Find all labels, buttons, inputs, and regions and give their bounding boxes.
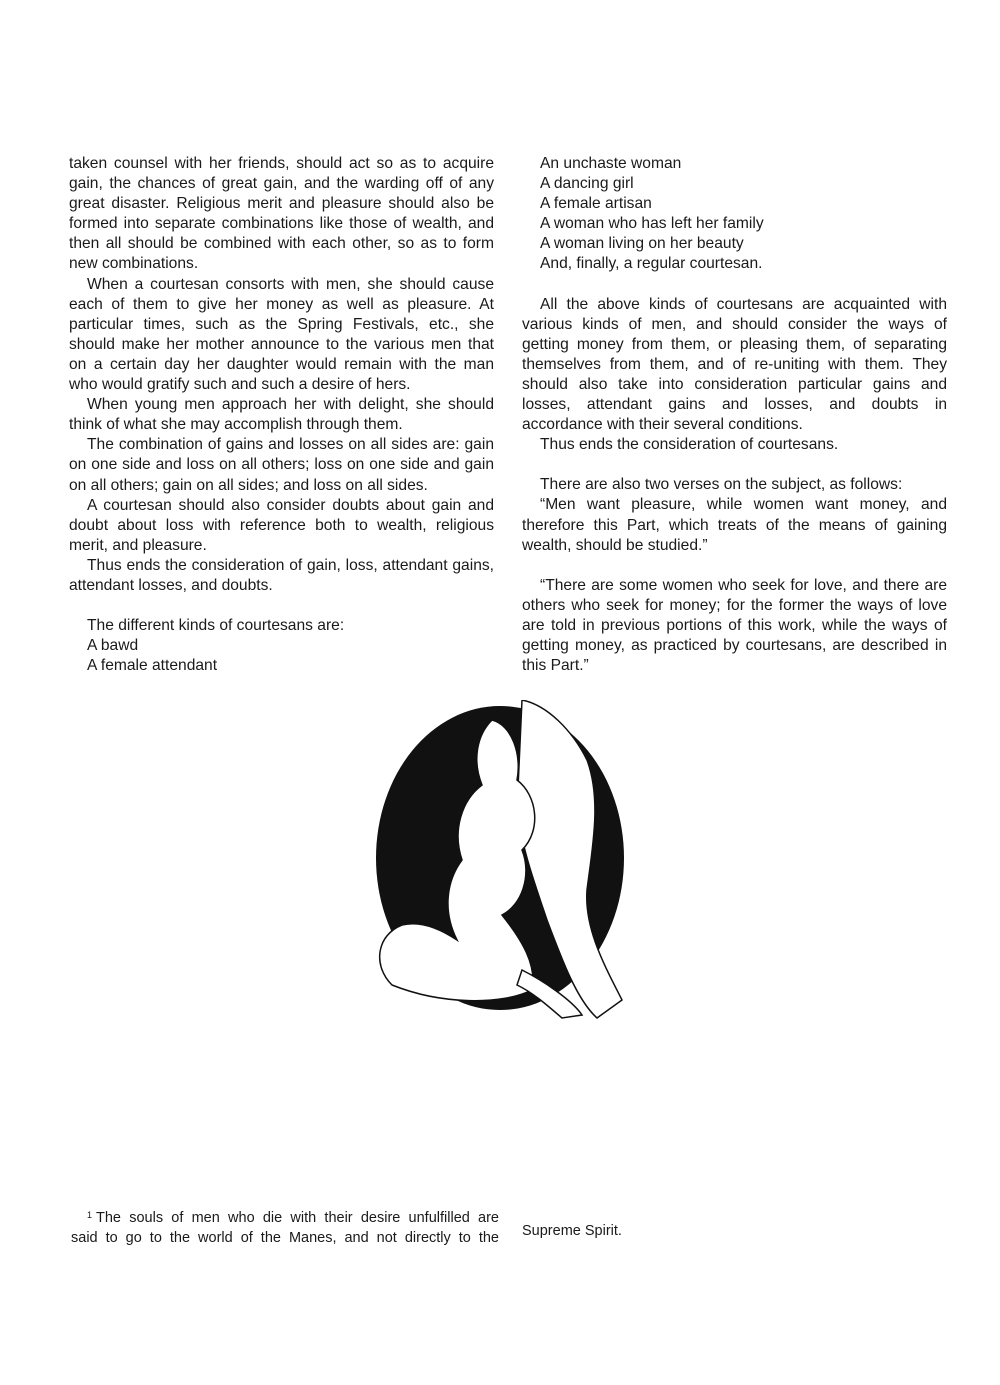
paragraph: When young men approach her with delight, she should think of what she may accomplish through them. xyxy=(69,396,494,434)
footnote-line xyxy=(71,1205,499,1228)
footnote-marker: 1 xyxy=(87,1210,93,1220)
spacer xyxy=(522,275,947,295)
list-item: A female artisan xyxy=(540,195,652,213)
footnote-continuation: Supreme Spirit. xyxy=(522,1223,622,1239)
paragraph: When a courtesan consorts with men, she should cause each of them to give her money as well as pleasure. At particular times, such as the Spring Festivals, etc., she should make her mother announce to the various men that on a certain day her daughter would remain with the man who would gratify such and such a desire of hers. xyxy=(69,275,494,394)
illustration-graphic xyxy=(372,700,627,1020)
illustration xyxy=(372,700,627,1020)
paragraph: A courtesan should also consider doubts about gain and doubt about loss with reference both to wealth, religious merit, and pleasure. xyxy=(69,496,494,554)
list-item: An unchaste woman xyxy=(540,155,682,172)
paragraph: The combination of gains and losses on all sides are: gain on one side and loss on all others; loss on one side and gain on all others; gain on all sides; and loss on all sides. xyxy=(69,436,494,494)
spacer xyxy=(69,596,494,616)
list-item: A woman living on her beauty xyxy=(540,235,744,253)
spacer xyxy=(522,455,947,475)
list-item: A dancing girl xyxy=(540,175,634,193)
paragraph: “There are some women who seek for love, and there are others who seek for money; for the former the ways of love are told in previous portions of this work, while the ways of getting money, as practiced by courtesans, are described in this Part.” xyxy=(522,576,947,675)
spacer xyxy=(522,556,947,576)
footnote-line: said to go to the world of the Manes, and not directly to the xyxy=(71,1230,499,1246)
paragraph: All the above kinds of courtesans are acquainted with various kinds of men, and should consider the ways of getting money from them, or pleasing them, of separating themselves from them, and of re-uniting with them. They should also take into consideration particular gains and losses, attendant gains and losses, and doubts in accordance with their several conditions. xyxy=(522,295,947,434)
list-item: A bawd xyxy=(87,637,139,655)
list-item: And, finally, a regular courtesan. xyxy=(540,255,763,273)
footnote-text: The souls of men who die with their desire unfulfilled are xyxy=(96,1210,499,1226)
right-column xyxy=(522,154,947,676)
footnote xyxy=(71,1205,499,1248)
paragraph: There are also two verses on the subject, as follows: xyxy=(540,476,903,494)
paragraph: “Men want pleasure, while women want money, and therefore this Part, which treats of the means of gaining wealth, should be studied.” xyxy=(522,496,947,554)
list-item: A female attendant xyxy=(87,657,218,675)
paragraph: taken counsel with her friends, should act so as to acquire gain, the chances of great gain, and the warding off of any great disaster. Religious merit and pleasure should also be formed into separate combinations like those of wealth, and then all should be combined with each other, so as to form new combinations. xyxy=(69,155,494,273)
paragraph: Thus ends the consideration of gain, loss, attendant gains, attendant losses, and doubts. xyxy=(69,556,494,594)
left-column xyxy=(69,154,494,676)
list-intro: The different kinds of courtesans are: xyxy=(87,617,345,635)
list-item: A woman who has left her family xyxy=(540,215,764,233)
paragraph: Thus ends the consideration of courtesans. xyxy=(540,436,839,454)
